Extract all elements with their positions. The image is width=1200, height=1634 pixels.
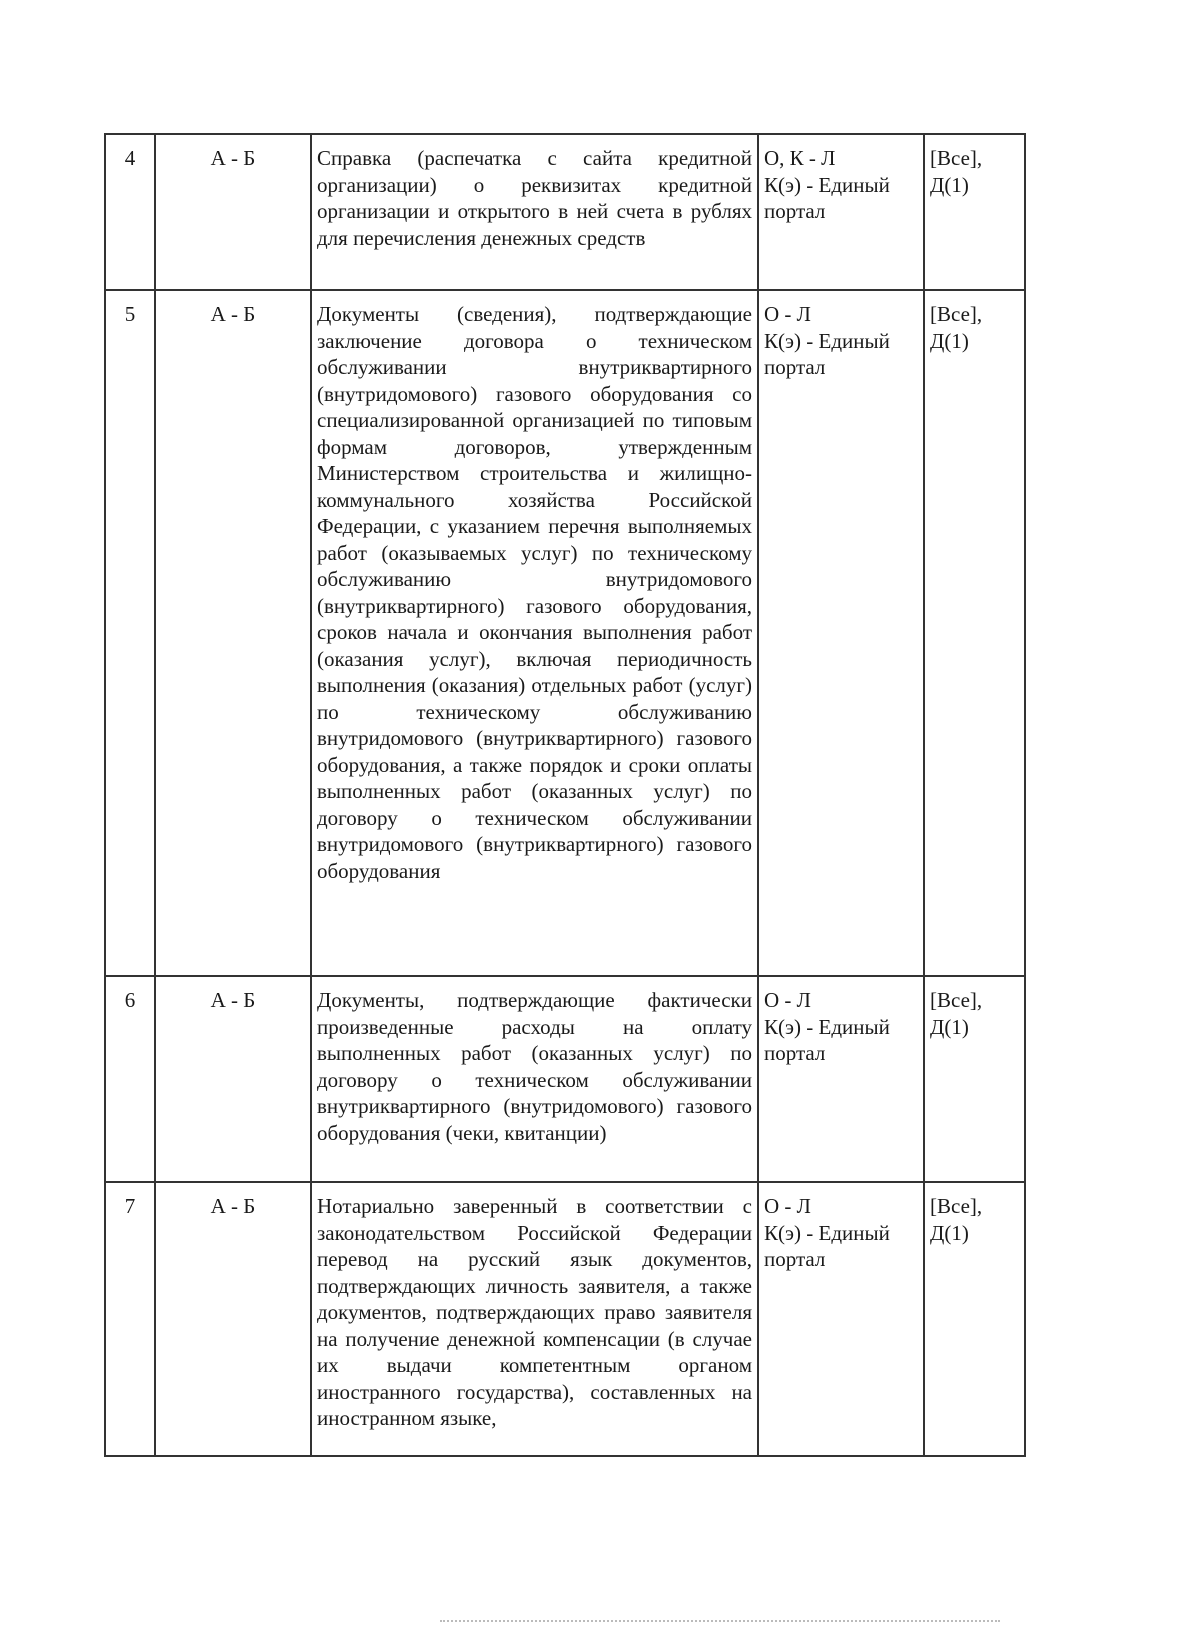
documents-table — [104, 133, 1026, 1457]
row-applicants — [924, 134, 1025, 290]
method-line: О, К - Л — [764, 146, 836, 170]
table-row — [105, 1182, 1025, 1456]
method-line: К(э) - Единый портал — [764, 328, 890, 379]
method-line: К(э) - Единый портал — [764, 1220, 890, 1271]
applicants-line: Д(1) — [930, 172, 969, 197]
row-code: А - Б — [155, 976, 311, 1182]
scan-artifact-line — [440, 1620, 1000, 1626]
row-code: А - Б — [155, 1182, 311, 1456]
row-applicants — [924, 1182, 1025, 1456]
row-description: Документы, подтверждающие фактически произведенные расходы на оплату выполненных работ (оказанных услуг) по договору о техническом обслуживании внутриквартирного (внутридомового) газового оборудования (чеки, квитанции) — [311, 976, 758, 1182]
applicants-line: [Все], — [930, 1194, 983, 1218]
method-line: О - Л — [764, 1194, 811, 1218]
row-description: Документы (сведения), подтверждающие заключение договора о техническом обслуживании внутриквартирного (внутридомового) газового оборудования со специализированной организацией по типовым формам договоров, утвержденным Министерством строительства и жилищно-коммунального хозяйства Российской Федерации, с указанием перечня выполняемых работ (оказываемых услуг) по техническому обслуживанию внутридомового (внутриквартирного) газового оборудования, сроков начала и окончания выполнения работ (оказания услуг), включая периодичность выполнения (оказания) отдельных работ (услуг) по техническому обслуживанию внутридомового (внутриквартирного) газового оборудования, а также порядок и сроки оплаты выполненных работ (оказанных услуг) по договору о техническом обслуживании внутридомового (внутриквартирного) газового оборудования — [311, 290, 758, 976]
applicants-line: Д(1) — [930, 328, 969, 353]
row-method — [758, 1182, 924, 1456]
applicants-line: Д(1) — [930, 1220, 969, 1245]
row-applicants — [924, 290, 1025, 976]
applicants-line: [Все], — [930, 988, 983, 1012]
row-description: Нотариально заверенный в соответствии с законодательством Российской Федерации перевод на русский язык документов, подтверждающих личность заявителя, а также документов, подтверждающих право заявителя на получение денежной компенсации (в случае их выдачи компетентным органом иностранного государства), составленных на иностранном языке, — [311, 1182, 758, 1456]
row-number: 5 — [105, 290, 155, 976]
table-row — [105, 976, 1025, 1182]
row-code: А - Б — [155, 290, 311, 976]
method-line: О - Л — [764, 302, 811, 326]
applicants-line: [Все], — [930, 146, 983, 170]
row-code: А - Б — [155, 134, 311, 290]
method-line: К(э) - Единый портал — [764, 172, 890, 223]
table-row — [105, 290, 1025, 976]
row-description: Справка (распечатка с сайта кредитной организации) о реквизитах кредитной организации и открытого в ней счета в рублях для перечисления денежных средств — [311, 134, 758, 290]
table-row — [105, 134, 1025, 290]
row-number: 4 — [105, 134, 155, 290]
row-method — [758, 134, 924, 290]
row-number: 7 — [105, 1182, 155, 1456]
applicants-line: [Все], — [930, 302, 983, 326]
row-applicants — [924, 976, 1025, 1182]
row-method — [758, 976, 924, 1182]
row-method — [758, 290, 924, 976]
method-line: О - Л — [764, 988, 811, 1012]
method-line: К(э) - Единый портал — [764, 1014, 890, 1065]
applicants-line: Д(1) — [930, 1014, 969, 1039]
row-number: 6 — [105, 976, 155, 1182]
